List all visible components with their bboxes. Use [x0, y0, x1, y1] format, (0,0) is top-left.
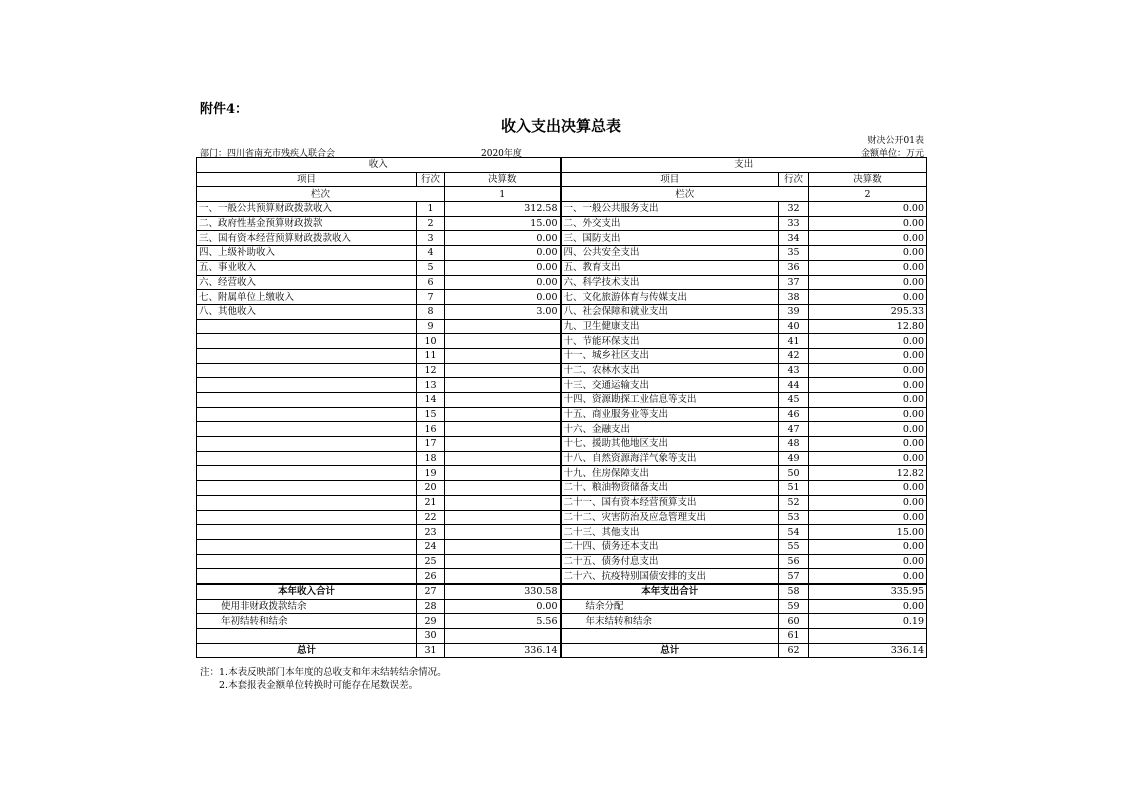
income-amount [445, 334, 561, 349]
income-row-no: 13 [417, 378, 445, 393]
income-grand-total-amount: 336.14 [445, 643, 561, 658]
expense-amount: 0.00 [809, 363, 927, 378]
income-row-no: 24 [417, 539, 445, 554]
table-row [197, 569, 927, 584]
expense-row-no: 38 [779, 290, 809, 305]
expense-item: 二十六、抗疫特别国债安排的支出 [561, 569, 779, 584]
expense-total-label: 本年支出合计 [561, 584, 779, 599]
expense-section-header: 支出 [561, 158, 927, 173]
income-column-label: 栏次 [197, 187, 445, 202]
table-row [197, 202, 927, 217]
table-row [197, 451, 927, 466]
income-row-no: 11 [417, 348, 445, 363]
annual-total-row [197, 584, 927, 599]
table-row [197, 495, 927, 510]
expense-rowno-header: 行次 [779, 172, 809, 187]
income-item [197, 393, 417, 408]
blank-cell [809, 629, 927, 644]
income-item [197, 319, 417, 334]
income-row-no: 17 [417, 437, 445, 452]
header-row-columns [197, 172, 927, 187]
expense-row-no: 35 [779, 246, 809, 261]
expense-row-no: 42 [779, 348, 809, 363]
expense-amount: 0.00 [809, 348, 927, 363]
expense-row-no: 48 [779, 437, 809, 452]
blank-cell [197, 629, 417, 644]
income-item [197, 495, 417, 510]
surplus-distribution-amount: 0.00 [809, 599, 927, 614]
income-amount: 3.00 [445, 304, 561, 319]
income-total-no: 27 [417, 584, 445, 599]
income-row-no: 5 [417, 260, 445, 275]
expense-item: 十一、城乡社区支出 [561, 348, 779, 363]
expense-amount: 15.00 [809, 525, 927, 540]
attachment-label: 附件4： [200, 102, 249, 117]
end-balance-amount: 0.19 [809, 614, 927, 629]
income-amount [445, 554, 561, 569]
income-item: 五、事业收入 [197, 260, 417, 275]
expense-item: 一、一般公共服务支出 [561, 202, 779, 217]
expense-amount: 0.00 [809, 246, 927, 261]
income-item [197, 363, 417, 378]
expense-amount: 0.00 [809, 554, 927, 569]
income-item: 四、上级补助收入 [197, 246, 417, 261]
table-row [197, 510, 927, 525]
grand-total-row [197, 643, 927, 658]
income-row-no: 26 [417, 569, 445, 584]
income-item [197, 569, 417, 584]
income-row-no: 3 [417, 231, 445, 246]
expense-amount: 0.00 [809, 422, 927, 437]
department-label: 部门：四川省南充市残疾人联合会 [200, 149, 336, 159]
expense-row-no: 46 [779, 407, 809, 422]
table-row [197, 481, 927, 496]
expense-amount: 0.00 [809, 290, 927, 305]
income-total-label: 本年收入合计 [197, 584, 417, 599]
income-section-header: 收入 [197, 158, 561, 173]
expense-amount: 0.00 [809, 437, 927, 452]
begin-balance-amount: 5.56 [445, 614, 561, 629]
income-row-no: 9 [417, 319, 445, 334]
income-amount [445, 348, 561, 363]
income-row-no: 20 [417, 481, 445, 496]
expense-amount: 12.80 [809, 319, 927, 334]
expense-amount: 12.82 [809, 466, 927, 481]
expense-item: 十六、金融支出 [561, 422, 779, 437]
table-row [197, 614, 927, 629]
expense-row-no: 44 [779, 378, 809, 393]
fiscal-year: 2020年度 [481, 149, 522, 159]
expense-total-amount: 335.95 [809, 584, 927, 599]
expense-item: 十九、住房保障支出 [561, 466, 779, 481]
income-amount [445, 407, 561, 422]
income-amount [445, 393, 561, 408]
expense-row-no: 37 [779, 275, 809, 290]
expense-column-number: 2 [809, 187, 927, 202]
expense-amount: 295.33 [809, 304, 927, 319]
expense-amount: 0.00 [809, 510, 927, 525]
expense-item: 二十一、国有资本经营预算支出 [561, 495, 779, 510]
table-row [197, 437, 927, 452]
expense-row-no: 33 [779, 216, 809, 231]
income-item [197, 539, 417, 554]
blank-cell [445, 629, 561, 644]
income-item [197, 407, 417, 422]
income-row-no: 19 [417, 466, 445, 481]
income-grand-total-label: 总计 [197, 643, 417, 658]
expense-item: 十、节能环保支出 [561, 334, 779, 349]
income-expense-table [196, 157, 927, 658]
expense-row-no: 36 [779, 260, 809, 275]
blank-cell [561, 629, 779, 644]
income-amount [445, 466, 561, 481]
income-item [197, 334, 417, 349]
surplus-distribution-label: 结余分配 [561, 599, 779, 614]
end-balance-no: 60 [779, 614, 809, 629]
expense-item: 十三、交通运输支出 [561, 378, 779, 393]
expense-item: 二十四、债务还本支出 [561, 539, 779, 554]
table-row [197, 260, 927, 275]
expense-amount: 0.00 [809, 495, 927, 510]
income-amount [445, 525, 561, 540]
note-1: 注：1.本表反映部门本年度的总收支和年末结转结余情况。 [200, 667, 447, 678]
income-amount [445, 363, 561, 378]
expense-row-no: 43 [779, 363, 809, 378]
income-grand-total-no: 31 [417, 643, 445, 658]
header-row-sections [197, 158, 927, 173]
income-row-no: 6 [417, 275, 445, 290]
table-row [197, 246, 927, 261]
table-row [197, 407, 927, 422]
amount-unit: 金额单位：万元 [860, 149, 924, 159]
expense-row-no: 34 [779, 231, 809, 246]
income-item-header: 项目 [197, 172, 417, 187]
income-amount-header: 决算数 [445, 172, 561, 187]
expense-grand-total-no: 62 [779, 643, 809, 658]
income-item: 七、附属单位上缴收入 [197, 290, 417, 305]
expense-row-no: 54 [779, 525, 809, 540]
income-item [197, 466, 417, 481]
expense-item: 十四、资源勘探工业信息等支出 [561, 393, 779, 408]
table-row [197, 466, 927, 481]
income-item: 二、政府性基金预算财政拨款 [197, 216, 417, 231]
income-item [197, 378, 417, 393]
income-amount [445, 495, 561, 510]
expense-item: 二、外交支出 [561, 216, 779, 231]
expense-row-no: 50 [779, 466, 809, 481]
expense-amount-header: 决算数 [809, 172, 927, 187]
income-amount: 0.00 [445, 246, 561, 261]
income-row-no: 15 [417, 407, 445, 422]
expense-item: 十七、援助其他地区支出 [561, 437, 779, 452]
income-amount [445, 569, 561, 584]
expense-item: 三、国防支出 [561, 231, 779, 246]
income-row-no: 22 [417, 510, 445, 525]
table-row [197, 525, 927, 540]
income-item: 八、其他收入 [197, 304, 417, 319]
expense-row-no: 39 [779, 304, 809, 319]
expense-row-no: 49 [779, 451, 809, 466]
expense-item: 五、教育支出 [561, 260, 779, 275]
income-amount [445, 510, 561, 525]
income-row-no: 7 [417, 290, 445, 305]
begin-balance-no: 29 [417, 614, 445, 629]
income-amount [445, 319, 561, 334]
table-row [197, 554, 927, 569]
income-row-no: 10 [417, 334, 445, 349]
income-amount: 0.00 [445, 231, 561, 246]
expense-row-no: 55 [779, 539, 809, 554]
expense-amount: 0.00 [809, 202, 927, 217]
expense-amount: 0.00 [809, 539, 927, 554]
table-row [197, 363, 927, 378]
blank-income-no: 30 [417, 629, 445, 644]
expense-item: 七、文化旅游体育与传媒支出 [561, 290, 779, 305]
income-amount [445, 378, 561, 393]
table-row [197, 304, 927, 319]
expense-grand-total-amount: 336.14 [809, 643, 927, 658]
expense-column-label: 栏次 [561, 187, 809, 202]
income-total-amount: 330.58 [445, 584, 561, 599]
income-row-no: 21 [417, 495, 445, 510]
expense-item: 二十、粮油物资储备支出 [561, 481, 779, 496]
expense-row-no: 53 [779, 510, 809, 525]
income-row-no: 2 [417, 216, 445, 231]
expense-total-no: 58 [779, 584, 809, 599]
expense-row-no: 56 [779, 554, 809, 569]
expense-row-no: 45 [779, 393, 809, 408]
income-row-no: 16 [417, 422, 445, 437]
table-row [197, 275, 927, 290]
expense-grand-total-label: 总计 [561, 643, 779, 658]
income-row-no: 23 [417, 525, 445, 540]
expense-item: 九、卫生健康支出 [561, 319, 779, 334]
expense-amount: 0.00 [809, 407, 927, 422]
income-rowno-header: 行次 [417, 172, 445, 187]
income-amount [445, 481, 561, 496]
table-row [197, 334, 927, 349]
table-row [197, 319, 927, 334]
income-row-no: 14 [417, 393, 445, 408]
table-row [197, 599, 927, 614]
income-item [197, 437, 417, 452]
table-row [197, 231, 927, 246]
income-row-no: 18 [417, 451, 445, 466]
income-amount: 312.58 [445, 202, 561, 217]
income-item [197, 451, 417, 466]
nonfiscal-balance-amount: 0.00 [445, 599, 561, 614]
table-row [197, 348, 927, 363]
blank-expense-no: 61 [779, 629, 809, 644]
expense-amount: 0.00 [809, 275, 927, 290]
income-amount: 0.00 [445, 275, 561, 290]
nonfiscal-balance-label: 使用非财政拨款结余 [197, 599, 417, 614]
income-item [197, 525, 417, 540]
income-item [197, 510, 417, 525]
expense-item: 八、社会保障和就业支出 [561, 304, 779, 319]
income-amount: 15.00 [445, 216, 561, 231]
income-column-number: 1 [445, 187, 561, 202]
expense-item-header: 项目 [561, 172, 779, 187]
income-row-no: 8 [417, 304, 445, 319]
expense-item: 十二、农林水支出 [561, 363, 779, 378]
expense-row-no: 51 [779, 481, 809, 496]
table-row [197, 290, 927, 305]
income-row-no: 4 [417, 246, 445, 261]
expense-amount: 0.00 [809, 393, 927, 408]
income-row-no: 12 [417, 363, 445, 378]
income-amount: 0.00 [445, 290, 561, 305]
expense-amount: 0.00 [809, 451, 927, 466]
income-item: 三、国有资本经营预算财政拨款收入 [197, 231, 417, 246]
expense-row-no: 47 [779, 422, 809, 437]
income-row-no: 25 [417, 554, 445, 569]
form-number: 财决公开01表 [867, 136, 924, 146]
expense-item: 六、科学技术支出 [561, 275, 779, 290]
table-row [197, 422, 927, 437]
notes [200, 666, 447, 692]
income-amount [445, 422, 561, 437]
expense-amount: 0.00 [809, 231, 927, 246]
expense-amount: 0.00 [809, 216, 927, 231]
expense-item: 二十五、债务付息支出 [561, 554, 779, 569]
income-item: 六、经营收入 [197, 275, 417, 290]
expense-amount: 0.00 [809, 569, 927, 584]
income-amount [445, 451, 561, 466]
income-item [197, 348, 417, 363]
expense-amount: 0.00 [809, 260, 927, 275]
expense-item: 二十三、其他支出 [561, 525, 779, 540]
expense-amount: 0.00 [809, 481, 927, 496]
table-row [197, 393, 927, 408]
income-row-no: 1 [417, 202, 445, 217]
table-row [197, 629, 927, 644]
surplus-distribution-no: 59 [779, 599, 809, 614]
income-amount [445, 437, 561, 452]
table-row [197, 216, 927, 231]
expense-item: 十八、自然资源海洋气象等支出 [561, 451, 779, 466]
income-item [197, 422, 417, 437]
nonfiscal-balance-no: 28 [417, 599, 445, 614]
note-2: 2.本套报表金额单位转换时可能存在尾数误差。 [219, 680, 419, 691]
expense-row-no: 57 [779, 569, 809, 584]
table-row [197, 539, 927, 554]
expense-row-no: 52 [779, 495, 809, 510]
expense-amount: 0.00 [809, 378, 927, 393]
income-item [197, 481, 417, 496]
income-item: 一、一般公共预算财政拨款收入 [197, 202, 417, 217]
expense-row-no: 32 [779, 202, 809, 217]
expense-item: 二十二、灾害防治及应急管理支出 [561, 510, 779, 525]
expense-row-no: 40 [779, 319, 809, 334]
table-row [197, 378, 927, 393]
end-balance-label: 年末结转和结余 [561, 614, 779, 629]
begin-balance-label: 年初结转和结余 [197, 614, 417, 629]
expense-amount: 0.00 [809, 334, 927, 349]
expense-item: 四、公共安全支出 [561, 246, 779, 261]
income-amount: 0.00 [445, 260, 561, 275]
income-item [197, 554, 417, 569]
page-title: 收入支出决算总表 [500, 117, 621, 135]
header-row-column-numbers [197, 187, 927, 202]
income-amount [445, 539, 561, 554]
expense-row-no: 41 [779, 334, 809, 349]
expense-item: 十五、商业服务业等支出 [561, 407, 779, 422]
